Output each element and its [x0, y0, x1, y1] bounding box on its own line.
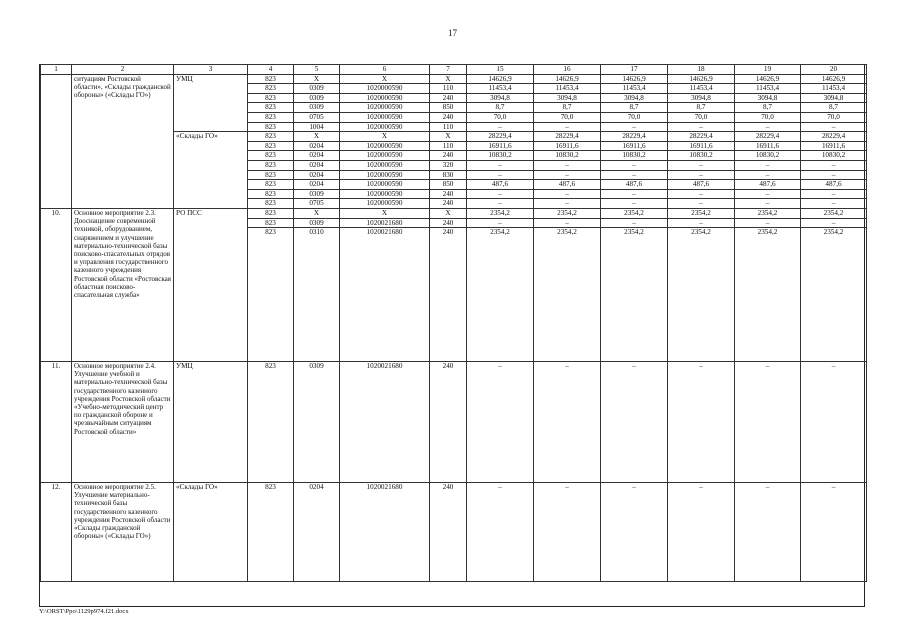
table-cell: – — [601, 122, 668, 132]
table-row — [41, 482, 867, 581]
table-cell: 28229,4 — [801, 132, 867, 142]
table-cell: 0309 — [294, 93, 340, 103]
table-cell: 823 — [248, 180, 294, 190]
table-cell: 0204 — [294, 170, 340, 180]
table-cell: – — [601, 361, 668, 482]
table-cell: 240 — [430, 361, 467, 482]
table-cell: – — [801, 160, 867, 170]
table-cell: Х — [340, 208, 430, 218]
table-cell: 28229,4 — [467, 132, 534, 142]
executor-name: РО ПСС — [174, 208, 248, 361]
table-cell: 11453,4 — [801, 84, 867, 94]
table-cell: 28229,4 — [668, 132, 735, 142]
table-cell: – — [735, 218, 801, 228]
table-cell: 14626,9 — [668, 74, 735, 84]
table-cell: 2354,2 — [668, 228, 735, 362]
table-cell: Х — [340, 132, 430, 142]
column-number: 20 — [801, 65, 867, 75]
table-cell: – — [668, 189, 735, 199]
column-number: 15 — [467, 65, 534, 75]
table-cell: 1020000590 — [340, 189, 430, 199]
table-cell: 8,7 — [534, 103, 601, 113]
table-cell: 0309 — [294, 84, 340, 94]
table-cell: 1020000590 — [340, 160, 430, 170]
row-index: 12. — [41, 482, 72, 581]
column-number: 17 — [601, 65, 668, 75]
table-cell: 487,6 — [467, 180, 534, 190]
column-number: 7 — [430, 65, 467, 75]
table-cell: 823 — [248, 84, 294, 94]
table-cell: – — [668, 361, 735, 482]
table-cell: – — [467, 160, 534, 170]
table-cell: 487,6 — [735, 180, 801, 190]
table-cell: 0309 — [294, 218, 340, 228]
table-cell: 3094,8 — [668, 93, 735, 103]
table-cell: 14626,9 — [735, 74, 801, 84]
table-cell: – — [601, 170, 668, 180]
table-cell: 2354,2 — [668, 208, 735, 218]
table-cell: – — [467, 482, 534, 581]
table-cell: – — [668, 170, 735, 180]
table-cell: – — [467, 199, 534, 209]
table-cell: – — [467, 361, 534, 482]
table-cell: 240 — [430, 228, 467, 362]
table-row — [41, 361, 867, 482]
executor-name: «Склады ГО» — [174, 132, 248, 209]
table-cell: 110 — [430, 141, 467, 151]
table-cell: 28229,4 — [601, 132, 668, 142]
row-index — [41, 74, 72, 208]
table-cell: 1020000590 — [340, 122, 430, 132]
table-cell: 823 — [248, 189, 294, 199]
budget-table-frame — [39, 64, 865, 607]
table-cell: 1020021680 — [340, 361, 430, 482]
table-cell: 823 — [248, 199, 294, 209]
table-cell: Х — [294, 208, 340, 218]
table-cell: – — [601, 199, 668, 209]
column-number: 5 — [294, 65, 340, 75]
table-cell: – — [534, 199, 601, 209]
table-cell: – — [668, 199, 735, 209]
table-cell: 2354,2 — [534, 208, 601, 218]
table-cell: 240 — [430, 112, 467, 122]
table-cell: – — [601, 482, 668, 581]
table-cell: 823 — [248, 103, 294, 113]
table-cell: 14626,9 — [467, 74, 534, 84]
table-cell: – — [534, 218, 601, 228]
row-index: 11. — [41, 361, 72, 482]
table-cell: 1020000590 — [340, 141, 430, 151]
table-cell: 823 — [248, 93, 294, 103]
table-cell: 0705 — [294, 112, 340, 122]
table-cell: 823 — [248, 361, 294, 482]
table-cell: 823 — [248, 208, 294, 218]
table-cell: 0204 — [294, 482, 340, 581]
table-cell: 487,6 — [668, 180, 735, 190]
table-cell: 1020021680 — [340, 482, 430, 581]
table-row — [41, 208, 867, 218]
table-cell: – — [735, 160, 801, 170]
table-cell: 487,6 — [801, 180, 867, 190]
column-number: 1 — [41, 65, 72, 75]
table-cell: 10830,2 — [801, 151, 867, 161]
table-cell: 2354,2 — [534, 228, 601, 362]
table-cell: – — [534, 122, 601, 132]
executor-name: «Склады ГО» — [174, 482, 248, 581]
table-cell: – — [735, 170, 801, 180]
table-cell: – — [534, 160, 601, 170]
table-cell: 14626,9 — [801, 74, 867, 84]
table-cell: 3094,8 — [467, 93, 534, 103]
table-cell: 8,7 — [735, 103, 801, 113]
table-cell: Х — [294, 74, 340, 84]
table-cell: – — [668, 218, 735, 228]
table-cell: 3094,8 — [534, 93, 601, 103]
column-number: 3 — [174, 65, 248, 75]
table-cell: – — [467, 189, 534, 199]
activity-name: Основное мероприятие 2.5. Улучшение материально-технической базы государственного казенного учреждения Ростовской области «Склады гражданской обороны» («Склады ГО») — [72, 482, 174, 581]
table-cell: – — [534, 189, 601, 199]
table-cell: 2354,2 — [467, 208, 534, 218]
column-number: 2 — [72, 65, 174, 75]
table-cell: 16911,6 — [534, 141, 601, 151]
table-cell: – — [467, 122, 534, 132]
table-cell: 1020000590 — [340, 151, 430, 161]
table-cell: 8,7 — [801, 103, 867, 113]
column-number: 4 — [248, 65, 294, 75]
table-cell: 110 — [430, 122, 467, 132]
activity-name: ситуациям Ростовской области», «Склады гражданской обороны» («Склады ГО») — [72, 74, 174, 208]
table-cell: – — [801, 122, 867, 132]
table-cell: 823 — [248, 74, 294, 84]
table-cell: – — [534, 482, 601, 581]
table-cell: – — [601, 189, 668, 199]
table-cell: 240 — [430, 218, 467, 228]
budget-table — [40, 64, 867, 582]
table-cell: 16911,6 — [601, 141, 668, 151]
table-cell: – — [735, 482, 801, 581]
table-cell: 1020021680 — [340, 228, 430, 362]
table-cell: 70,0 — [801, 112, 867, 122]
table-cell: 2354,2 — [601, 208, 668, 218]
table-cell: 10830,2 — [668, 151, 735, 161]
table-cell: Х — [340, 74, 430, 84]
table-cell: Х — [430, 132, 467, 142]
row-index: 10. — [41, 208, 72, 361]
table-cell: – — [668, 160, 735, 170]
table-cell: – — [801, 189, 867, 199]
table-cell: 10830,2 — [735, 151, 801, 161]
file-path-footer: Y:\ORST\Ppo\1129p974.f21.docx — [39, 608, 129, 615]
table-cell: 70,0 — [467, 112, 534, 122]
table-cell: 28229,4 — [534, 132, 601, 142]
table-cell: 16911,6 — [668, 141, 735, 151]
table-cell: 320 — [430, 160, 467, 170]
executor-name: УМЦ — [174, 74, 248, 132]
table-cell: 823 — [248, 151, 294, 161]
table-cell: – — [735, 361, 801, 482]
table-cell: 0204 — [294, 180, 340, 190]
table-cell: 823 — [248, 482, 294, 581]
table-cell: 1004 — [294, 122, 340, 132]
table-cell: 8,7 — [601, 103, 668, 113]
table-cell: 11453,4 — [534, 84, 601, 94]
table-cell: – — [534, 361, 601, 482]
table-cell: 1020000590 — [340, 93, 430, 103]
column-number: 19 — [735, 65, 801, 75]
table-cell: 240 — [430, 151, 467, 161]
table-cell: – — [467, 170, 534, 180]
table-cell: 8,7 — [467, 103, 534, 113]
table-row — [41, 74, 867, 84]
table-cell: 2354,2 — [735, 208, 801, 218]
column-number-row — [41, 65, 867, 75]
table-cell: Х — [430, 74, 467, 84]
table-cell: 823 — [248, 160, 294, 170]
table-cell: 823 — [248, 170, 294, 180]
table-cell: 10830,2 — [534, 151, 601, 161]
table-cell: – — [601, 160, 668, 170]
table-cell: 3094,8 — [601, 93, 668, 103]
table-cell: 110 — [430, 84, 467, 94]
table-cell: 0309 — [294, 103, 340, 113]
table-cell: – — [735, 199, 801, 209]
table-cell: 8,7 — [668, 103, 735, 113]
table-cell: 240 — [430, 199, 467, 209]
table-cell: 1020021680 — [340, 218, 430, 228]
table-cell: 487,6 — [534, 180, 601, 190]
table-cell: – — [467, 218, 534, 228]
table-cell: 11453,4 — [668, 84, 735, 94]
table-cell: – — [801, 482, 867, 581]
column-number: 6 — [340, 65, 430, 75]
table-cell: 11453,4 — [467, 84, 534, 94]
table-cell: 10830,2 — [467, 151, 534, 161]
table-cell: 70,0 — [735, 112, 801, 122]
table-cell: 0204 — [294, 141, 340, 151]
table-cell: 1020000590 — [340, 103, 430, 113]
table-cell: 1020000590 — [340, 84, 430, 94]
table-cell: 240 — [430, 93, 467, 103]
table-cell: 1020000590 — [340, 199, 430, 209]
activity-name: Основное мероприятие 2.3. Дооснащение современной техникой, оборудованием, снаряжением и улучшение материально-технической базы поисково-спасательных отрядов и управления государственного казенного учреждения Ростовской области «Ростовская областная поисково-спасательная служба» — [72, 208, 174, 361]
table-cell: 1020000590 — [340, 180, 430, 190]
table-cell: – — [735, 122, 801, 132]
table-cell: 1020000590 — [340, 112, 430, 122]
table-cell: 850 — [430, 103, 467, 113]
activity-name: Основное мероприятие 2.4. Улучшение учебной и материально-технической базы государственного казенного учреждения Ростовской области «Учебно-методический центр по гражданской обороне и чрезвычайным ситуациям Ростовской области» — [72, 361, 174, 482]
table-cell: 14626,9 — [601, 74, 668, 84]
table-cell: 2354,2 — [801, 208, 867, 218]
table-cell: – — [534, 170, 601, 180]
table-cell: 823 — [248, 112, 294, 122]
table-cell: 487,6 — [601, 180, 668, 190]
table-cell: – — [801, 199, 867, 209]
table-cell: 3094,8 — [735, 93, 801, 103]
table-cell: 10830,2 — [601, 151, 668, 161]
table-cell: Х — [430, 208, 467, 218]
table-cell: 823 — [248, 218, 294, 228]
table-cell: – — [601, 218, 668, 228]
table-cell: 823 — [248, 141, 294, 151]
table-cell: 0310 — [294, 228, 340, 362]
table-cell: 16911,6 — [735, 141, 801, 151]
table-cell: 823 — [248, 132, 294, 142]
column-number: 16 — [534, 65, 601, 75]
table-cell: – — [735, 189, 801, 199]
table-cell: 70,0 — [668, 112, 735, 122]
table-cell: – — [668, 122, 735, 132]
table-cell: 1020000590 — [340, 170, 430, 180]
executor-name: УМЦ — [174, 361, 248, 482]
table-cell: 0309 — [294, 189, 340, 199]
table-cell: 240 — [430, 189, 467, 199]
table-cell: 70,0 — [534, 112, 601, 122]
table-cell: 850 — [430, 180, 467, 190]
table-cell: – — [801, 170, 867, 180]
table-cell: 240 — [430, 482, 467, 581]
table-cell: 16911,6 — [801, 141, 867, 151]
table-cell: 0705 — [294, 199, 340, 209]
table-cell: 823 — [248, 122, 294, 132]
table-cell: 70,0 — [601, 112, 668, 122]
table-cell: 11453,4 — [601, 84, 668, 94]
table-cell: 0204 — [294, 151, 340, 161]
table-cell: 830 — [430, 170, 467, 180]
table-cell: 2354,2 — [601, 228, 668, 362]
table-cell: – — [801, 218, 867, 228]
table-cell: 2354,2 — [735, 228, 801, 362]
table-cell: 0204 — [294, 160, 340, 170]
table-cell: Х — [294, 132, 340, 142]
table-cell: 14626,9 — [534, 74, 601, 84]
table-cell: 28229,4 — [735, 132, 801, 142]
page-number: 17 — [448, 28, 457, 38]
table-cell: 16911,6 — [467, 141, 534, 151]
column-number: 18 — [668, 65, 735, 75]
table-cell: – — [801, 361, 867, 482]
table-cell: 11453,4 — [735, 84, 801, 94]
table-cell: 823 — [248, 228, 294, 362]
table-cell: 0309 — [294, 361, 340, 482]
table-cell: – — [668, 482, 735, 581]
table-cell: 3094,8 — [801, 93, 867, 103]
table-cell: 2354,2 — [467, 228, 534, 362]
table-cell: 2354,2 — [801, 228, 867, 362]
